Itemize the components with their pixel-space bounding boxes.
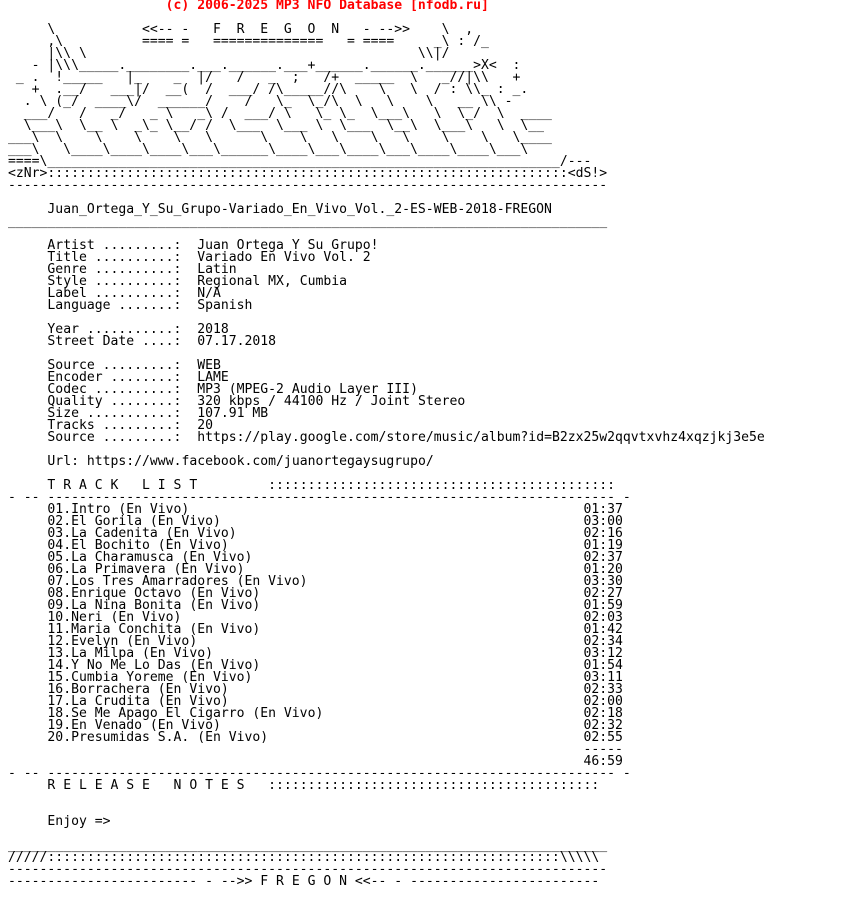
info-label: Size ...........: bbox=[47, 406, 182, 421]
banner-line: ,\ ==== = ============== = ==== _\ : /_ bbox=[8, 34, 489, 49]
info-label: Label ..........: bbox=[47, 286, 182, 301]
banner-line: ___/ / _/ _ \ _\ / ___/ \ \_ \_ \___\ \ \_/ \ ____ bbox=[8, 106, 552, 121]
info-value: https://play.google.com/store/music/album?id=B2zx25w2qqvtxvhz4xqzjkj3e5e bbox=[197, 430, 765, 445]
footer-rule-top: ____________________________________________________________________________ bbox=[8, 838, 608, 853]
release-info bbox=[8, 240, 765, 444]
info-label: Source .........: bbox=[47, 358, 182, 373]
info-value: 107.91 MB bbox=[197, 406, 269, 421]
info-label: Style ..........: bbox=[47, 274, 182, 289]
track-title: 05.La Charamusca (En Vivo) bbox=[47, 550, 253, 565]
info-label: Codec ..........: bbox=[47, 382, 182, 397]
release-notes-header: R E L E A S E N O T E S bbox=[47, 778, 245, 793]
info-value: 20 bbox=[197, 418, 213, 433]
track-time: 01:37 bbox=[583, 502, 623, 517]
blank-line bbox=[8, 792, 765, 804]
info-row bbox=[8, 300, 765, 312]
track-time: 02:27 bbox=[583, 586, 623, 601]
notes-line bbox=[8, 816, 765, 828]
track-title: 18.Se Me Apago El Cigarro (En Vivo) bbox=[47, 706, 324, 721]
info-value: MP3 (MPEG-2 Audio Layer III) bbox=[197, 382, 418, 397]
info-value: Spanish bbox=[197, 298, 253, 313]
track-title: 19.En Venado (En Vivo) bbox=[47, 718, 221, 733]
banner-line: + .__/ ___|/ __( / ___/ /\_____//\ \ \ / : \\_ : _. bbox=[8, 82, 529, 97]
track-time: 02:34 bbox=[583, 634, 623, 649]
info-label: Encoder ........: bbox=[47, 370, 182, 385]
track-time: 02:03 bbox=[583, 610, 623, 625]
track-time: 02:33 bbox=[583, 682, 623, 697]
info-value: Juan Ortega Y Su Grupo! bbox=[197, 238, 379, 253]
url-label: Url: bbox=[47, 454, 79, 469]
track-title: 04.El Bochito (En Vivo) bbox=[47, 538, 229, 553]
track-time: 02:55 bbox=[583, 730, 623, 745]
info-label: Tracks .........: bbox=[47, 418, 182, 433]
track-title: 17.La Crudita (En Vivo) bbox=[47, 694, 229, 709]
banner-line: . \ (_/ ____\/ ______/ / \_ \_/\ \ \ \ __ \\ - bbox=[8, 94, 513, 109]
info-label: Language .......: bbox=[47, 298, 182, 313]
track-title: 06.La Primavera (En Vivo) bbox=[47, 562, 245, 577]
track-time: 03:12 bbox=[583, 646, 623, 661]
info-value: LAME bbox=[197, 370, 229, 385]
info-value: 320 kbps / 44100 Hz / Joint Stereo bbox=[197, 394, 466, 409]
banner-line: |\\ \ \\|/ bbox=[8, 46, 458, 61]
track-title: 03.La Cadenita (En Vivo) bbox=[47, 526, 237, 541]
track-title: 15.Cumbia Yoreme (En Vivo) bbox=[47, 670, 253, 685]
banner-line: ___\ \ \ \ \ \ \ \ \ \ \ \ \ \____ bbox=[8, 130, 552, 145]
track-title: 09.La Nina Bonita (En Vivo) bbox=[47, 598, 261, 613]
track-time: 02:37 bbox=[583, 550, 623, 565]
track-time: 01:19 bbox=[583, 538, 623, 553]
info-label: Quality ........: bbox=[47, 394, 182, 409]
track-time: 02:00 bbox=[583, 694, 623, 709]
track-time: 03:11 bbox=[583, 670, 623, 685]
site-header: (c) 2006-2025 MP3 NFO Database [nfodb.ru] bbox=[8, 0, 489, 13]
footer-slash-line: /////:::::::::::::::::::::::::::::::::::::::::::::::::::::::::::::::::\\\\\ bbox=[8, 850, 600, 865]
info-value: Variado En Vivo Vol. 2 bbox=[197, 250, 371, 265]
track-title: 08.Enrique Octavo (En Vivo) bbox=[47, 586, 261, 601]
track-time: 01:20 bbox=[583, 562, 623, 577]
info-label: Year ...........: bbox=[47, 322, 182, 337]
track-title: 11.Maria Conchita (En Vivo) bbox=[47, 622, 261, 637]
separator: ____________________________________________________________________________ bbox=[8, 214, 608, 229]
info-label: Street Date ....: bbox=[47, 334, 182, 349]
track-title: 20.Presumidas S.A. (En Vivo) bbox=[47, 730, 269, 745]
tracklist-dots: :::::::::::::::::::::::::::::::::::::::::::: bbox=[268, 478, 616, 493]
footer-rule-mid: ---------------------------------------------------------------------------- bbox=[8, 862, 608, 877]
tracklist-header: T R A C K L I S T bbox=[47, 478, 198, 493]
info-label: Source .........: bbox=[47, 430, 182, 445]
footer-brand: F R E G O N bbox=[260, 874, 347, 889]
release-notes-dots: :::::::::::::::::::::::::::::::::::::::::: bbox=[268, 778, 600, 793]
info-row bbox=[8, 336, 765, 348]
track-title: 12.Evelyn (En Vivo) bbox=[47, 634, 198, 649]
info-value: N/A bbox=[197, 286, 221, 301]
track-time: 02:18 bbox=[583, 706, 623, 721]
track-title: 10.Neri (En Vivo) bbox=[47, 610, 182, 625]
dash-rule: - -- ------------------------------------------------------------------------ - bbox=[8, 490, 631, 505]
release-notes-header-line bbox=[8, 780, 765, 792]
url-line bbox=[8, 456, 765, 468]
ascii-banner bbox=[8, 12, 765, 192]
total-rule: ----- bbox=[583, 742, 623, 757]
banner-line: - |\\\_____.________.___.______.___+______.______.______>X< : bbox=[8, 58, 521, 73]
info-value: Regional MX, Cumbia bbox=[197, 274, 347, 289]
track-time: 03:00 bbox=[583, 514, 623, 529]
banner-line: \ <<-- - F R E G O N - -->> \ , bbox=[8, 22, 474, 37]
total-time: 46:59 bbox=[583, 754, 623, 769]
info-value: 07.17.2018 bbox=[197, 334, 277, 349]
track-title: 13.La Milpa (En Vivo) bbox=[47, 646, 213, 661]
info-label: Genre ..........: bbox=[47, 262, 182, 277]
info-label: Title ..........: bbox=[47, 250, 182, 265]
banner-line: <zNr>::::::::::::::::::::::::::::::::::::::::::::::::::::::::::::::::::<dS!> bbox=[8, 166, 608, 181]
track-title: 14.Y No Me Lo Das (En Vivo) bbox=[47, 658, 261, 673]
track-title: 07.Los Tres Amarradores (En Vivo) bbox=[47, 574, 308, 589]
info-label: Artist .........: bbox=[47, 238, 182, 253]
banner-line: _ . !_____ |_ _ |/ / _ ; /+ _____ \ _//|\\ + bbox=[8, 70, 521, 85]
track-time: 01:42 bbox=[583, 622, 623, 637]
info-row bbox=[8, 432, 765, 444]
dash-rule: - -- ------------------------------------------------------------------------ - bbox=[8, 766, 631, 781]
track-time: 02:16 bbox=[583, 526, 623, 541]
release-name: Juan_Ortega_Y_Su_Grupo-Variado_En_Vivo_Vol._2-ES-WEB-2018-FREGON bbox=[47, 202, 552, 217]
track-time: 01:54 bbox=[583, 658, 623, 673]
footer-left: ------------------------ - -->> bbox=[8, 874, 253, 889]
facebook-url[interactable]: https://www.facebook.com/juanortegaysugrupo/ bbox=[86, 454, 434, 469]
track-title: 02.El Gorila (En Vivo) bbox=[47, 514, 221, 529]
banner-line: ---------------------------------------------------------------------------- bbox=[8, 178, 608, 193]
track-time: 03:30 bbox=[583, 574, 623, 589]
footer-right: <<-- - ------------------------ bbox=[354, 874, 600, 889]
footer-brand-line bbox=[8, 876, 765, 888]
track-time: 01:59 bbox=[583, 598, 623, 613]
notes-text: Enjoy => bbox=[47, 814, 111, 829]
banner-line: \___\ \__ \ _\_ \__/ / \___ \___ \ \___ \__\ \___\ \ \__ bbox=[8, 118, 545, 133]
info-value: Latin bbox=[197, 262, 237, 277]
nfo-document bbox=[8, 0, 765, 888]
info-value: WEB bbox=[197, 358, 221, 373]
banner-line: ___\ \____\____\____\___\______\____\___\____\___\____\____\___\ bbox=[8, 142, 529, 157]
track-list bbox=[8, 504, 765, 744]
banner-line: ====\_________________________________________________________________/--- bbox=[8, 154, 592, 169]
info-value: 2018 bbox=[197, 322, 229, 337]
blank-line bbox=[8, 804, 765, 816]
track-title: 16.Borrachera (En Vivo) bbox=[47, 682, 229, 697]
track-time: 02:32 bbox=[583, 718, 623, 733]
track-title: 01.Intro (En Vivo) bbox=[47, 502, 190, 517]
